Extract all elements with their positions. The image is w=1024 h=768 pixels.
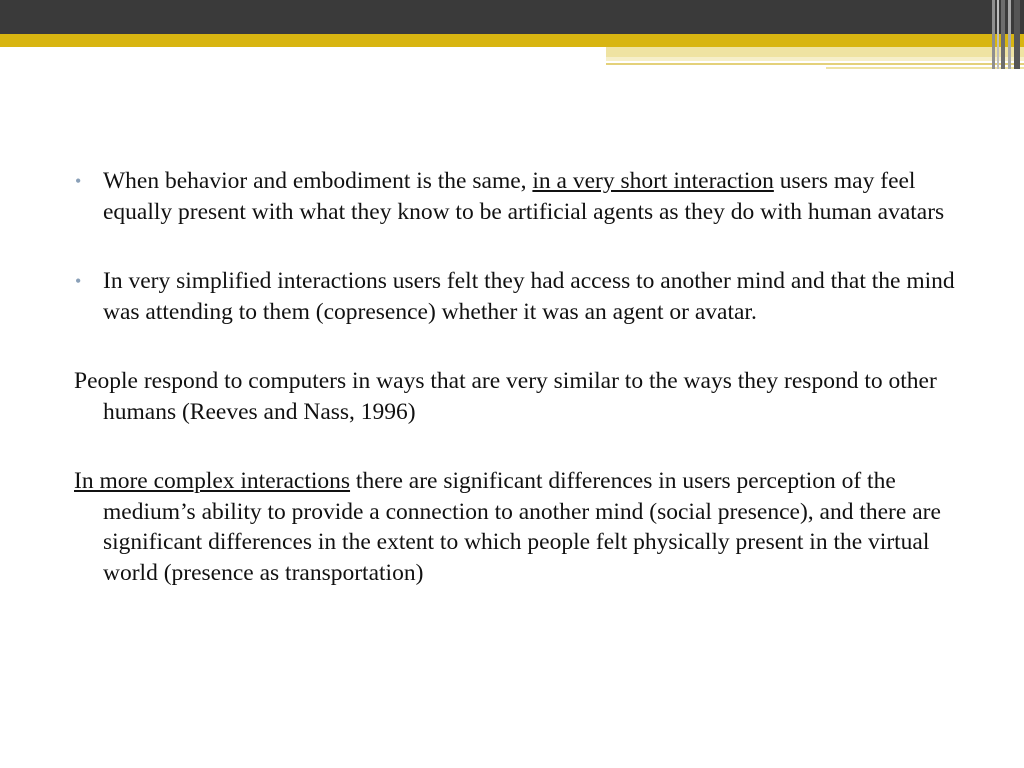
underlined-phrase: in a very short interaction [532,168,774,194]
header-stripe [997,0,999,69]
header-stripe [992,0,995,69]
bullet-text: When behavior and embodiment is the same, [103,168,533,194]
header-accent-bar [606,47,1024,57]
paragraph-text: there are significant differences in users perception of the medium’s ability to provide a connection to another mind (social presence), and there are significant differences in the extent to which people felt physically present in the virtual world (presence as transportation) [103,468,941,586]
bullet-icon: • [75,171,82,191]
paragraph [74,466,984,588]
paragraph-text: People respond to computers in ways that are very similar to the ways they respond to other humans (Reeves and Nass, 1996) [74,368,937,425]
slide-body [74,166,984,627]
header-gold-bar [0,34,1024,47]
bullet-item [74,266,984,327]
header-accent-bar [606,57,1024,61]
bullet-text: users may feel equally present with what they know to be artificial agents as they do with human avatars [103,168,945,225]
underlined-phrase: In more complex interactions [74,468,351,494]
header-stripe [1008,0,1011,69]
header-accent-line [606,63,1024,65]
paragraph [74,366,984,427]
header-stripe [1001,0,1005,69]
header-stripe [1014,0,1020,69]
bullet-icon: • [75,271,82,291]
header-dark-bar [0,0,1024,34]
bullet-text: In very simplified interactions users felt they had access to another mind and that the mind was attending to them (copresence) whether it was an agent or avatar. [103,268,955,325]
bullet-item [74,166,984,227]
